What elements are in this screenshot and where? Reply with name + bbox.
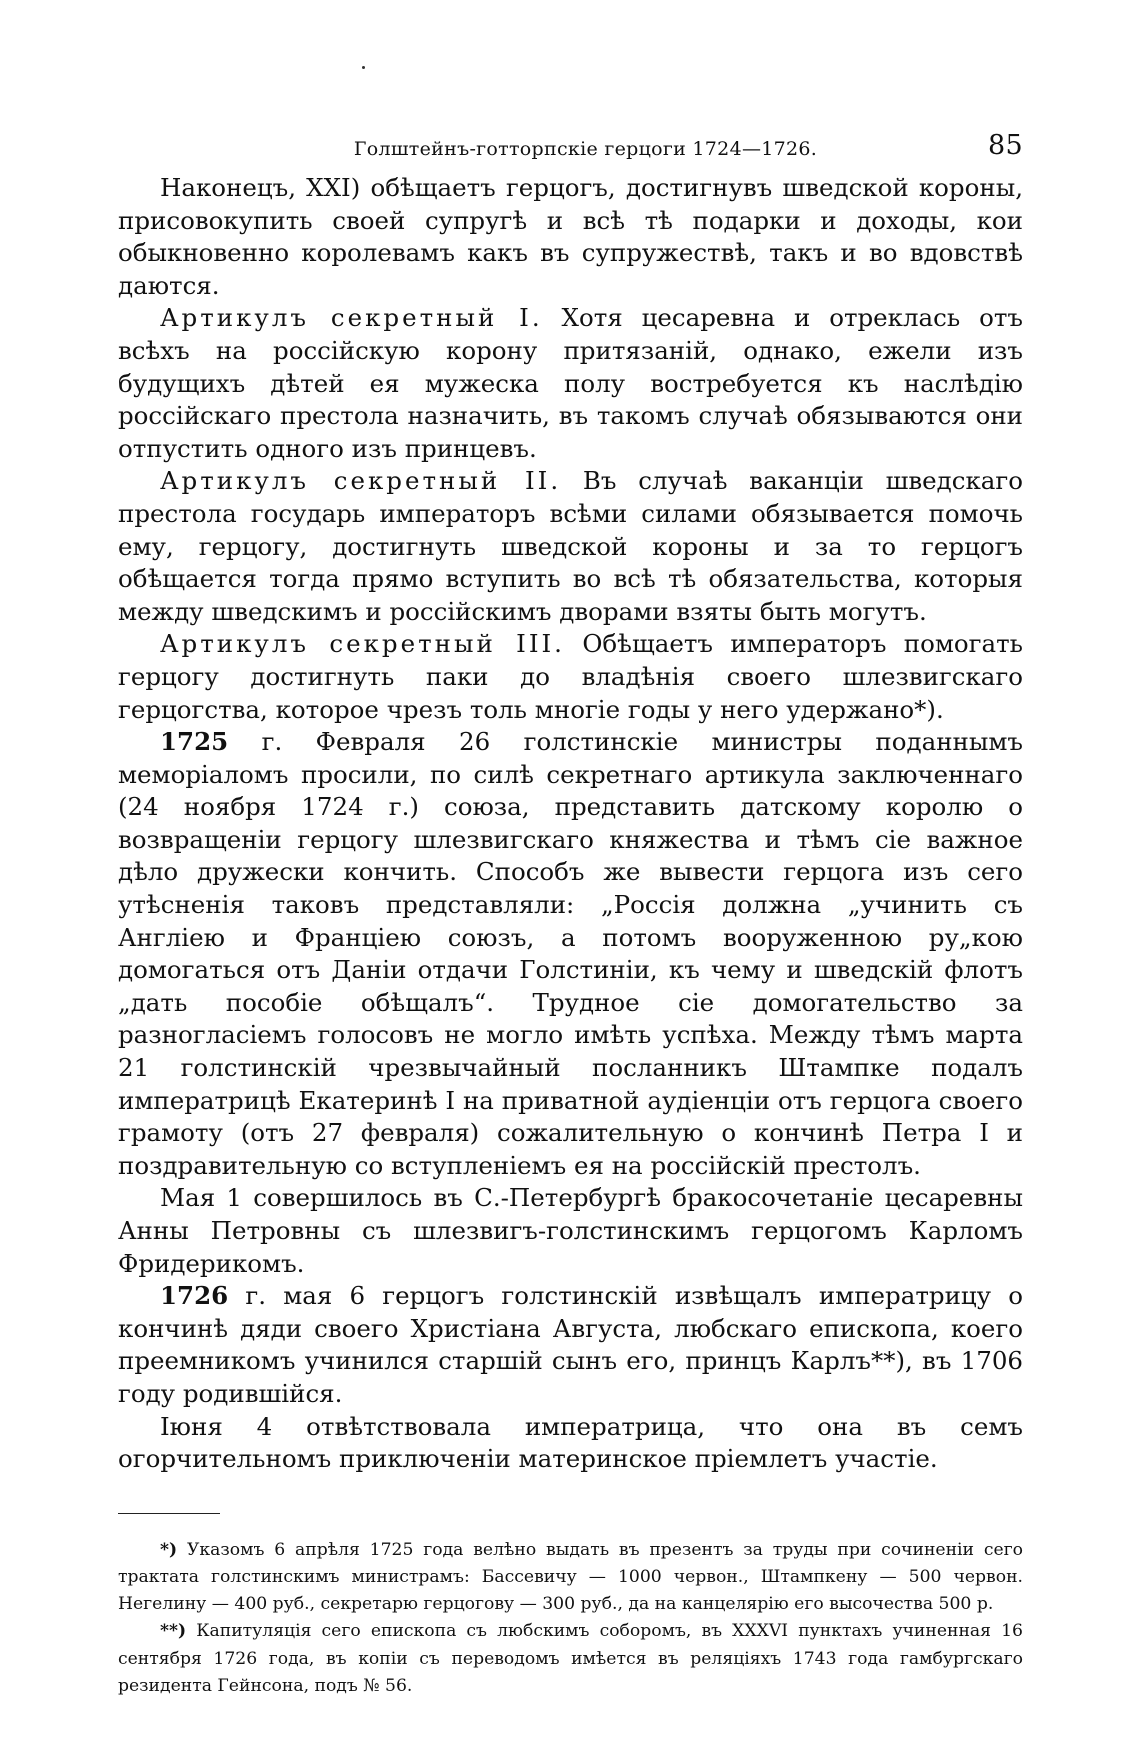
paragraph-june-text: Іюня 4 отвѣтствовала императрица, что она въ семъ огорчительномъ приключеніи материнское пріемлетъ участіе. (118, 1411, 1023, 1474)
paragraph-1726-text: г. мая 6 герцогъ голстинскій извѣщалъ императрицу о кончинѣ дяди своего Христіана Августа, любскаго епископа, коего преемникомъ учинился старшій сынъ его, принцъ Карлъ**), въ 1706 году родившійся. (118, 1281, 1023, 1408)
footnotes (118, 1537, 1023, 1700)
year-1725: 1725 (160, 727, 229, 757)
footnote-1 (118, 1537, 1023, 1619)
paragraph-1726 (118, 1280, 1023, 1410)
year-1726: 1726 (160, 1281, 229, 1311)
footnote-2-text: Капитуляція сего епископа съ любскимъ соборомъ, въ XXXVI пунктахъ учиненная 16 сентября 1726 года, въ копіи съ переводомъ имѣется въ реляціяхъ 1743 года гамбургскаго резидента Гейнсона, подъ № 56. (118, 1621, 1023, 1696)
page-number: 85 (988, 130, 1023, 161)
paragraph-1725-text: г. Февраля 26 голстинскіе министры поданнымъ меморіаломъ просили, по силѣ секретнаго артикула заключеннаго (24 ноября 1724 г.) союза, представить датскому королю о возвращеніи герцогу шлезвигскаго княжества и тѣмъ сіе важное дѣло дружески кончить. Способъ же вывести герцога изъ сего утѣсненія таковъ представляли: „Россія должна „учинить съ Англіею и Франціею союзъ, а потомъ вооруженною ру„кою домогаться отъ Даніи отдачи Голстиніи, къ чему и шведскій флотъ „дать пособіе обѣщалъ“. Трудное сіе домогательство за разногласіемъ голосовъ не могло имѣть успѣха. Между тѣмъ марта 21 голстинскій чрезвычайный посланникъ Штампке подалъ императрицѣ Екатеринѣ I на приватной аудіенціи отъ герцога своего грамоту (отъ 27 февраля) сожалительную о кончинѣ Петра I и поздравительную со вступленіемъ ея на россійскій престолъ. (118, 727, 1023, 1180)
paragraph-1725 (118, 726, 1023, 1182)
footnote-divider (118, 1513, 220, 1514)
paragraph-secret-article-3 (118, 628, 1023, 726)
paragraph-secret-article-2 (118, 465, 1023, 628)
secret-article-2-text: Въ случаѣ ваканціи шведскаго престола государь императоръ всѣми силами обязывается помочь ему, герцогу, достигнуть шведской короны и за то герцогъ обѣщается тогда прямо вступить во всѣ тѣ обязательства, которыя между шведскимъ и россійскимъ дворами взяты быть могутъ. (118, 466, 1023, 626)
paragraph-1 (118, 172, 1023, 302)
document-page (118, 128, 1023, 1700)
secret-article-3-label: Артикулъ секретный III. (160, 629, 565, 659)
body-text (118, 172, 1023, 1476)
secret-article-1-text: Хотя цесаревна и отреклась отъ всѣхъ на россійскую корону притязаній, однако, ежели изъ будущихъ дѣтей ея мужеска полу востребуется къ наслѣдію россійскаго престола назначить, въ такомъ случаѣ обязываются они отпустить одного изъ принцевъ. (118, 303, 1023, 463)
footnote-1-text: Указомъ 6 апрѣля 1725 года велѣно выдать въ презентъ за труды при сочиненіи сего трактата голстинскимъ министрамъ: Бассевичу — 1000 червон., Штампкену — 500 червон. Негелину — 400 руб., секретарю герцогову — 300 руб., да на канцелярію его высочества 500 р. (118, 1539, 1023, 1615)
footnote-1-mark: *) (160, 1539, 178, 1560)
footnote-2 (118, 1618, 1023, 1700)
paragraph-june (118, 1411, 1023, 1476)
running-title: Голштейнъ-готторпскіе герцоги 1724—1726. (353, 138, 818, 160)
paragraph-1-text: Наконецъ, XXI) обѣщаетъ герцогъ, достигнувъ шведской короны, присовокупить своей супругѣ и всѣ тѣ подарки и доходы, кои обыкновенно королевамъ какъ въ супружествѣ, такъ и во вдовствѣ даются. (118, 173, 1023, 300)
paragraph-wedding (118, 1182, 1023, 1280)
paragraph-secret-article-1 (118, 302, 1023, 465)
ink-speck (362, 66, 365, 69)
secret-article-1-label: Артикулъ секретный I. (160, 303, 543, 333)
secret-article-3-text: Обѣщаетъ императоръ помогать герцогу достигнуть паки до владѣнія своего шлезвигскаго герцогства, которое чрезъ толь многіе годы у него удержано*). (118, 629, 1024, 724)
footnote-2-mark: **) (160, 1621, 187, 1642)
secret-article-2-label: Артикулъ секретный II. (160, 466, 562, 496)
running-head (118, 128, 1023, 172)
paragraph-wedding-text: Мая 1 совершилось въ С.-Петербургѣ бракосочетаніе цесаревны Анны Петровны съ шлезвигъ-голстинскимъ герцогомъ Карломъ Фридерикомъ. (118, 1183, 1023, 1278)
